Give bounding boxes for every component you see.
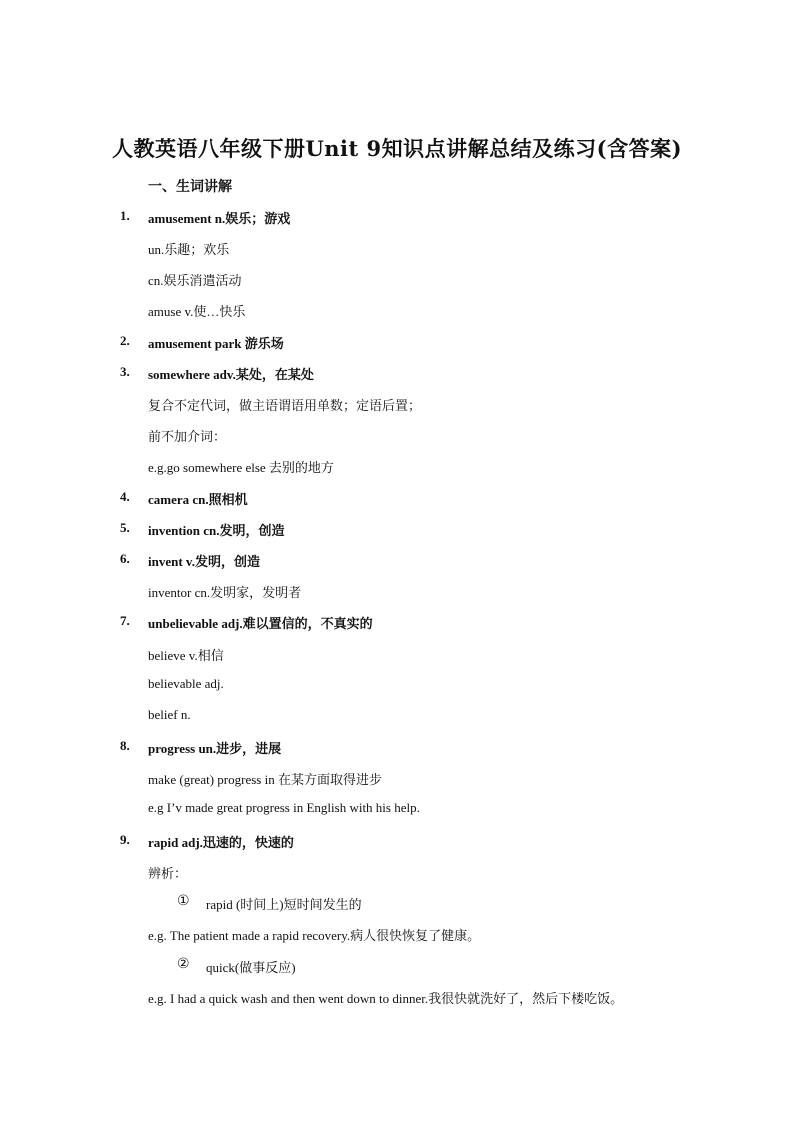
item-term: amusement park 游乐场 bbox=[148, 336, 284, 351]
analysis-point: quick(做事反应) bbox=[206, 960, 296, 975]
item-number: 5. bbox=[120, 520, 130, 535]
item-number: 1. bbox=[120, 208, 130, 223]
item-detail: 辨析： bbox=[148, 866, 188, 881]
item-number: 6. bbox=[120, 551, 130, 566]
item-term: progress un.进步，进展 bbox=[148, 741, 282, 756]
item-term: rapid adj.迅速的，快速的 bbox=[148, 835, 294, 850]
item-detail: make (great) progress in 在某方面取得进步 bbox=[148, 772, 382, 787]
item-term: somewhere adv.某处，在某处 bbox=[148, 367, 314, 382]
item-detail: un.乐趣；欢乐 bbox=[148, 242, 230, 257]
item-detail: believable adj. bbox=[148, 676, 224, 691]
analysis-example: e.g. I had a quick wash and then went down to dinner.我很快就洗好了，然后下楼吃饭。 bbox=[148, 991, 624, 1006]
item-term: amusement n.娱乐；游戏 bbox=[148, 211, 291, 226]
analysis-point: rapid (时间上)短时间发生的 bbox=[206, 897, 362, 912]
item-detail: inventor cn.发明家，发明者 bbox=[148, 585, 302, 600]
item-number: 3. bbox=[120, 364, 130, 379]
item-detail: e.g I’v made great progress in English with his help. bbox=[148, 800, 420, 815]
item-detail: cn.娱乐消遣活动 bbox=[148, 273, 242, 288]
item-detail: e.g.go somewhere else 去别的地方 bbox=[148, 460, 334, 475]
item-detail: amuse v.使…快乐 bbox=[148, 304, 246, 319]
item-detail: 前不加介词： bbox=[148, 429, 227, 444]
item-detail: belief n. bbox=[148, 707, 191, 722]
item-number: 7. bbox=[120, 613, 130, 628]
item-number: 4. bbox=[120, 489, 130, 504]
item-number: 2. bbox=[120, 333, 130, 348]
item-detail: 复合不定代词，做主语谓语用单数；定语后置； bbox=[148, 398, 422, 413]
item-term: invent v.发明，创造 bbox=[148, 554, 260, 569]
item-number: 8. bbox=[120, 738, 130, 753]
item-term: invention cn.发明，创造 bbox=[148, 523, 285, 538]
circled-number-marker: ② bbox=[177, 956, 190, 972]
item-term: unbelievable adj.难以置信的，不真实的 bbox=[148, 616, 373, 631]
section-heading: 一、生词讲解 bbox=[148, 179, 232, 195]
analysis-example: e.g. The patient made a rapid recovery.病人很快恢复了健康。 bbox=[148, 928, 481, 943]
item-term: camera cn.照相机 bbox=[148, 492, 248, 507]
circled-number-marker: ① bbox=[177, 893, 190, 909]
item-detail: believe v.相信 bbox=[148, 648, 224, 663]
document-title: 人教英语八年级下册Unit 9知识点讲解总结及练习(含答案) bbox=[111, 136, 683, 161]
item-number: 9. bbox=[120, 832, 130, 847]
